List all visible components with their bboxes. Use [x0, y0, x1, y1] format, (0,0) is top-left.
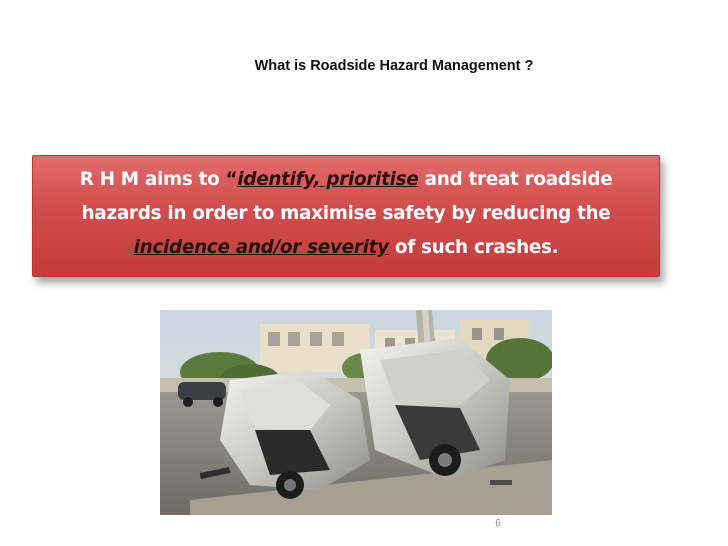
emphasis-incidence-severity: incidence and/or severity — [133, 237, 389, 258]
page-number: 6 — [495, 518, 501, 529]
definition-end: of such crashes. — [388, 237, 559, 258]
slide-title: What is Roadside Hazard Management ? — [254, 58, 534, 74]
definition-intro: R H M aims to — [79, 169, 226, 190]
definition-middle: and treat roadside hazards in order to maximise safety by reducing the — [81, 169, 613, 224]
definition-callout — [32, 155, 660, 277]
car-crash-photo — [160, 310, 552, 515]
emphasis-identify-prioritise: identify, prioritise — [237, 169, 419, 190]
open-quote: “ — [225, 169, 238, 190]
definition-text — [39, 163, 653, 265]
